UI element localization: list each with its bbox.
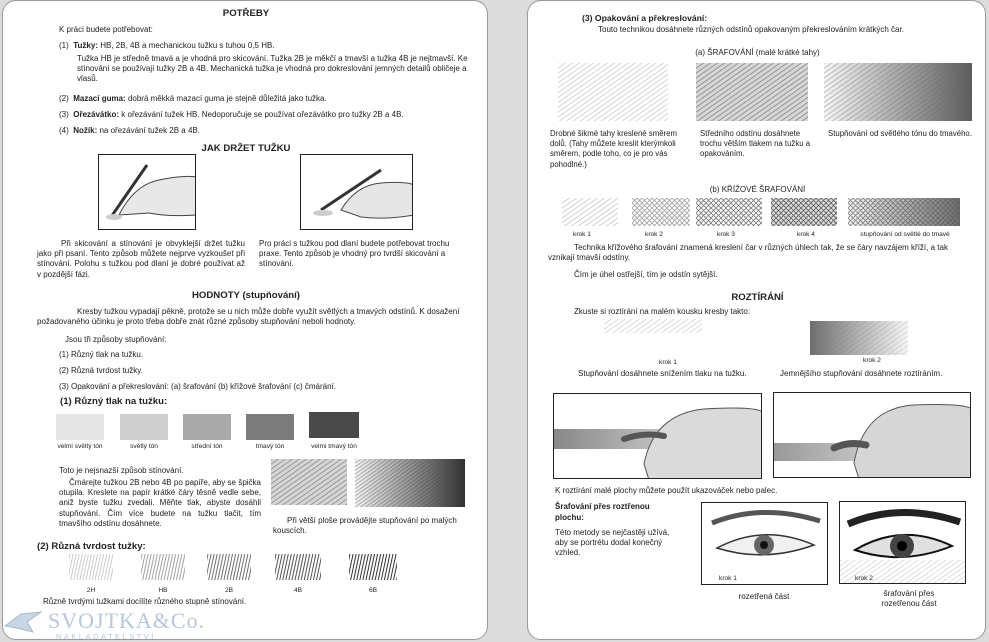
tone-label: tmavý tón [255, 443, 285, 450]
hatching-caption-2: Středního odstínu dosáhnete trochu větším tlakem na tužku a opakováním. [700, 129, 811, 159]
cross-gradient-label: stupňování od světlé do tmavé [860, 231, 950, 238]
tone-label: velmi světlý tón [57, 443, 103, 450]
hardness-label: 4B [293, 587, 303, 594]
hatching-caption-3: Stupňování od světlého tónu do tmavého. [828, 129, 972, 138]
publisher-logo [0, 606, 206, 642]
hardness-label: 6B [368, 587, 378, 594]
section-title-values: HODNOTY (stupňování) [191, 290, 301, 301]
hatching-light-sample [558, 63, 668, 121]
over-blend-text: Této metody se nejčastěji užívá, aby se portrétu dodal konečný vzhled. [555, 528, 670, 558]
tone-label: střední tón [191, 443, 223, 450]
hardness-swatch [141, 554, 185, 580]
over-blend-title: Šrafování přes roztřenou plochu: [555, 502, 650, 522]
blend-step-label: krok 1 [659, 359, 677, 366]
section-title-pressure: (1) Různý tlak na tužku: [60, 396, 168, 407]
finger-blending-image-2 [773, 392, 971, 478]
publisher-name: SVOJTKA&Co. [48, 608, 206, 633]
hand-writing-grip-image [98, 154, 196, 230]
hardness-swatch [275, 554, 321, 580]
hatching-gradient-sample [824, 63, 972, 121]
publisher-bird-icon [3, 610, 43, 636]
hardness-label: 2H [86, 587, 96, 594]
eye-step-2-image [839, 501, 966, 584]
tone-swatch-fill [246, 414, 294, 440]
hand-underhand-grip-image [300, 154, 413, 230]
cross-text: Technika křížového šrafování znamená kreslení čar v různých úhlech tak, že se čáry navzájem kříží, a tak vznikají tmavší odstíny. [548, 243, 948, 263]
hardness-swatch [69, 554, 113, 580]
three-ways-text: Jsou tři způsoby stupňování: [65, 335, 167, 344]
tone-swatch [309, 412, 359, 438]
hardness-swatch [349, 554, 397, 580]
bigger-area-text: Při větší ploše provádějte stupňování po malých kouscích. [273, 516, 457, 536]
cross-step-label: krok 2 [645, 231, 663, 238]
way-1: (1) Různý tlak na tužku. [59, 350, 144, 359]
blend-try-text: Zkuste si roztírání na malém kousku kresby takto: [574, 307, 751, 316]
blend-caption-1: Stupňování dosáhnete snížením tlaku na tužku. [578, 369, 747, 378]
shading-sample-gradient [355, 459, 465, 507]
cross-step-label: krok 3 [717, 231, 735, 238]
publisher-subtitle: NAKLADATELSTVÍ [56, 632, 156, 641]
list-item: (4) Nožík: na ořezávání tužek 2B a 4B. [59, 126, 200, 135]
section-title-hold: JAK DRŽET TUŽKU [201, 143, 291, 154]
hardness-label: HB [158, 587, 168, 594]
tone-swatch [120, 414, 168, 440]
intro-text: K práci budete potřebovat: [59, 25, 153, 34]
blend-step-2-sample [810, 321, 908, 355]
cross-step-1 [562, 198, 618, 226]
hold-left-text: Při skicování a stínování je obvyklejší držet tužku jako při psaní. Tento způsob můžete nejprve vyzkoušet při stínování. Polohu s tužkou pod dlaní je dobré používat až v pozdější fázi. [37, 239, 245, 279]
section-title-hardness: (2) Různá tvrdost tužky: [37, 541, 146, 552]
hatching-title: (a) ŠRAFOVÁNÍ (malé krátké tahy) [695, 48, 820, 57]
blend-caption-2: Jemnějšího stupňování dosáhnete roztíráním. [780, 369, 943, 378]
hold-right-text: Pro práci s tužkou pod dlaní budete potřebovat trochu praxe. Tento způsob je vhodný pro tvrdší skicování a stínování. [259, 239, 450, 269]
scribble-text: Čmárejte tužkou 2B nebo 4B po papíře, aby se špička otupila. Kreslete na papír krátké čáry těsně vedle sebe, aniž byste tužku zvedali. Měňte tlak, abyste dosáhli stupňování. Čím více budete na tužku tlačit, tím tmavšího odstínu dosáhnete. [59, 478, 261, 528]
eye-caption-1: rozetřená část [738, 592, 790, 601]
hatching-caption-1: Drobné šikmé tahy kreslené směrem dolů. (Tahy můžete kreslit kterýmkoli směrem, podle toho, co je pro vás pohodlné.) [550, 129, 677, 169]
tone-swatch-fill [183, 414, 231, 440]
cross-gradient [848, 198, 960, 226]
hardness-label: 2B [224, 587, 234, 594]
tone-label: velmi tmavý tón [311, 443, 357, 450]
hardness-note: Různě tvrdými tužkami docílíte různého stupně stínování. [43, 597, 247, 606]
eye-step-label: krok 2 [855, 575, 873, 582]
cross-step-label: krok 4 [797, 231, 815, 238]
eye-caption-2: šrafování přes rozetřenou část [881, 589, 937, 609]
repeat-intro: Touto technikou dosáhnete různých odstínů opakovaným překreslováním krátkých čar. [598, 25, 904, 34]
finger-blending-image-1 [553, 393, 762, 479]
eye-step-label: krok 1 [719, 575, 737, 582]
cross-step-label: krok 1 [573, 231, 591, 238]
blend-step-label: krok 2 [863, 357, 881, 364]
cross-step-3 [696, 198, 762, 226]
finger-text: K roztírání malé plochy můžete použít ukazováček nebo palec. [555, 486, 778, 495]
blend-step-1-sample [604, 319, 702, 333]
section-title-repeat: (3) Opakování a překreslování: [582, 13, 708, 23]
tone-swatch [183, 414, 231, 440]
cross-step-4 [771, 198, 837, 226]
tone-swatch-fill [309, 412, 359, 438]
shading-sample-medium [271, 459, 347, 505]
cross-step-2 [632, 198, 690, 226]
values-text: Kresby tužkou vypadají pěkně, protože se u nich může dobře využít světlých a tmavých odstínů. K dosažení požadovaného účinku je proto třeba dobře znát různé způsoby stupňování neboli hodnoty. [37, 307, 460, 327]
list-item: (3) Ořezávátko: k ořezávání tužek HB. Nedoporučuje se používat ořezávátko pro tužky 2B a 4B. [59, 110, 404, 119]
left-page [2, 0, 488, 640]
angle-text: Čím je úhel ostřejší, tím je odstín sytější. [574, 270, 718, 279]
hardness-swatch [207, 554, 251, 580]
hatching-medium-sample [696, 63, 808, 121]
tone-swatch-fill [56, 414, 104, 440]
eye-step-1-image [701, 502, 828, 585]
pencil-note: Tužka HB je středně tmavá a je vhodná pro skicování. Tužka 2B je měkčí a tmavší a tužka 4B je nejtmavší. Ke stínování se používají tužky 2B a 4B. Mechanická tužka je vhodná pro dokreslování jemných detailů obličeje a vlasů. [77, 54, 468, 84]
section-title-blending: ROZTÍRÁNÍ [731, 292, 784, 303]
list-item: (2) Mazací guma: dobrá měkká mazací guma je stejně důležitá jako tužka. [59, 94, 327, 103]
way-2: (2) Různá tvrdost tužky. [59, 366, 143, 375]
section-title-potreby: POTŘEBY [222, 8, 270, 19]
way-3: (3) Opakování a překreslování: (a) šrafování (b) křížové šrafování (c) čmárání. [59, 382, 336, 391]
tone-label: světlý tón [130, 443, 158, 450]
right-page [527, 0, 986, 640]
tone-swatch [246, 414, 294, 440]
easy-text: Toto je nejsnazší způsob stínování. [59, 466, 184, 475]
list-item: (1) Tužky: HB, 2B, 4B a mechanickou tužku s tuhou 0,5 HB. [59, 41, 275, 50]
tone-swatch-fill [120, 414, 168, 440]
tone-swatch [56, 414, 104, 440]
cross-hatching-title: (b) KŘÍŽOVÉ ŠRAFOVÁNÍ [709, 185, 806, 194]
